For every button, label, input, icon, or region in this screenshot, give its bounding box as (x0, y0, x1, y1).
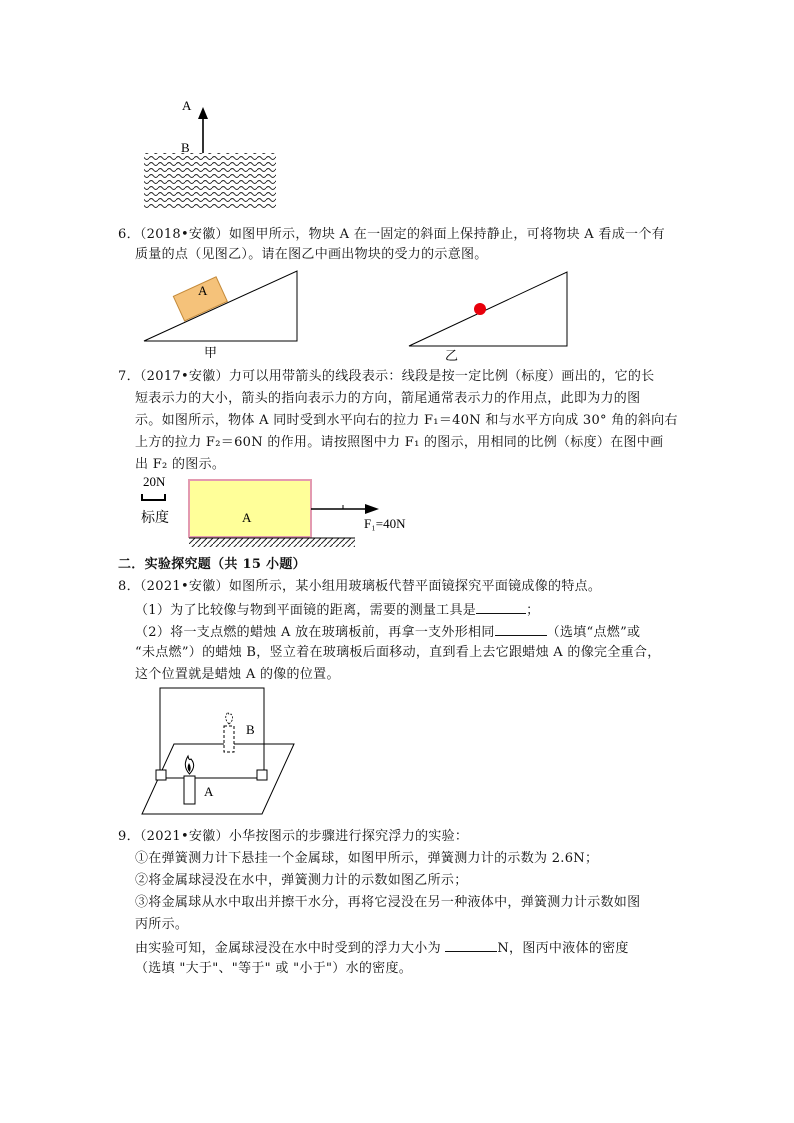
mass-point (474, 303, 486, 315)
label-a: A (182, 98, 192, 113)
incline-figure-jia (140, 268, 305, 358)
q8-part-2-text: （2）将一支点燃的蜡烛 A 放在玻璃板前，再拿一支外形相同 (135, 625, 495, 640)
block-a-label: A (198, 283, 208, 298)
candle-a (184, 776, 195, 804)
ground-hatch (189, 538, 355, 547)
candle-b-label: B (246, 722, 255, 737)
force-arrow-head (198, 107, 208, 119)
q9-step-2: ②将金属球浸没在水中，弹簧测力计的示数如图乙所示； (135, 873, 468, 888)
q8-answer-blank-1[interactable] (476, 600, 526, 614)
water-region (144, 153, 276, 208)
q7-line-4: 上方的拉力 F₂＝60N 的作用。请按照图中力 F₁ 的图示，用相同的比例（标度）在图中画 (135, 435, 664, 450)
stand-left (156, 770, 166, 780)
q8-part-1 (135, 600, 539, 619)
water-force-figure (140, 95, 280, 210)
q6-line-2: 质量的点（见图乙）。请在图乙中画出物块的受力的示意图。 (135, 247, 488, 262)
flame-b (226, 712, 233, 724)
section-2-title: 二．实验探究题（共 15 小题） (118, 557, 306, 572)
stand-right (257, 770, 267, 780)
incline-figure-yi (405, 268, 575, 363)
scale-value: 20N (143, 474, 166, 489)
q6-line-1: 6．（2018•安徽）如图甲所示，物块 A 在一固定的斜面上保持静止，可将物块 A 看成一个有 (118, 227, 665, 242)
q9-conclusion-a: 由实验可知，金属球浸没在水中时受到的浮力大小为 (135, 941, 446, 956)
q9-conclusion-2: （选填 "大于"、"等于" 或 "小于"）水的密度。 (135, 961, 413, 976)
q7-line-3: 示。如图所示，物体 A 同时受到水平向右的拉力 F₁＝40N 和与水平方向成 30° 角的斜向右 (135, 413, 678, 428)
caption-jia: 甲 (204, 345, 218, 358)
box-a-label: A (242, 510, 252, 525)
scale-bar (142, 494, 165, 500)
q9-conclusion-b: N，图丙中液体的密度 (497, 941, 629, 956)
q7-line-1: 7．（2017•安徽）力可以用带箭头的线段表示：线段是按一定比例（标度）画出的，它的长 (118, 369, 655, 384)
incline-yi (409, 272, 567, 346)
force-f1-label: F₁=40N (364, 516, 406, 531)
force-diagram (135, 472, 435, 552)
q9-step-1: ①在弹簧测力计下悬挂一个金属球，如图甲所示，弹簧测力计的示数为 2.6N； (135, 851, 599, 866)
q8-part-2-line-3: 这个位置就是蜡烛 A 的像的位置。 (135, 667, 340, 682)
q8-answer-blank-2[interactable] (495, 622, 547, 636)
q7-line-5: 出 F₂ 的图示。 (135, 457, 226, 472)
q8-part-1-end: ； (526, 603, 540, 618)
q8-part-2-end: （选填“点燃”或 (546, 625, 641, 640)
q9-answer-blank-1[interactable] (445, 938, 497, 952)
candle-b (224, 726, 234, 752)
q7-line-2: 短表示力的大小，箭头的指向表示力的方向，箭尾通常表示力的作用点，此即为力的图 (135, 391, 641, 406)
q9-line-1: 9．（2021•安徽）小华按图示的步骤进行探究浮力的实验： (118, 829, 469, 844)
scale-label: 标度 (141, 511, 169, 526)
force-f1-head (365, 504, 379, 514)
q9-step-3b: 丙所示。 (135, 917, 189, 932)
q9-step-3: ③将金属球从水中取出并擦干水分，再将它浸没在另一种液体中，弹簧测力计示数如图 (135, 895, 641, 910)
box-a (189, 480, 311, 537)
caption-yi: 乙 (445, 348, 459, 363)
label-b: B (181, 140, 190, 155)
q8-part-2 (135, 622, 640, 641)
incline-jia (144, 271, 297, 341)
q8-line-1: 8．（2021•安徽）如图所示，某小组用玻璃板代替平面镜探究平面镜成像的特点。 (118, 579, 602, 594)
q9-conclusion (135, 938, 629, 957)
q8-part-1-text: （1）为了比较像与物到平面镜的距离，需要的测量工具是 (135, 603, 477, 618)
mirror-experiment-figure (138, 684, 298, 819)
candle-a-label: A (204, 784, 214, 799)
q8-part-2-line-2: “未点燃”）的蜡烛 B，竖立着在玻璃板后面移动，直到看上去它跟蜡烛 A 的像完全重合， (135, 645, 661, 660)
